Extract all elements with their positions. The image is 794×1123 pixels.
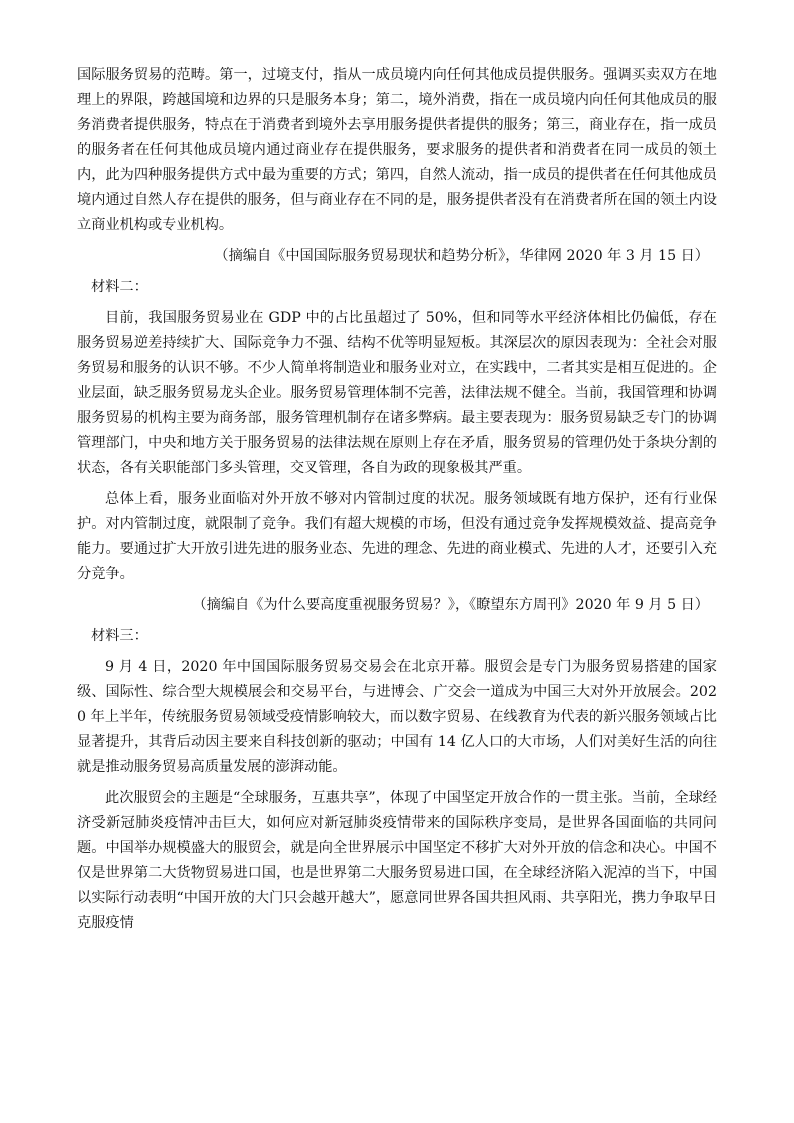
source-citation-2: （摘编自《为什么要高度重视服务贸易？》，《瞭望东方周刊》2020 年 9 月 5 日）	[192, 597, 709, 613]
paragraph-overall: 总体上看，服务业面临对外开放不够对内管制过度的状况。服务领域既有地方保护，还有行业保护。对内管制过度，就限制了竞争。我们有超大规模的市场，但没有通过竞争发挥规模效益、提高竞争能力。要通过扩大开放引进先进的服务业态、先进的理念、先进的商业模式、先进的人才，还要引入充分竞争。	[77, 491, 717, 582]
paragraph-current-status: 目前，我国服务贸易业在 GDP 中的占比虽超过了 50%，但和同等水平经济体相比仍偏低，存在服务贸易逆差持续扩大、国际竞争力不强、结构不优等明显短板。其深层次的原因表现为：全社会对服务贸易和服务的认识不够。不少人简单将制造业和服务业对立，在实践中，二者其实是相互促进的。企业层面，缺乏服务贸易龙头企业。服务贸易管理体制不完善，法律法规不健全。当前，我国管理和协调服务贸易的机构主要为商务部，服务管理机制存在诸多弊病。最主要表现为：服务贸易缺乏专门的协调管理部门，中央和地方关于服务贸易的法律法规在原则上存在矛盾，服务贸易的管理仍处于条块分割的状态，各有关职能部门多头管理，交叉管理，各自为政的现象极其严重。	[77, 310, 717, 476]
paragraph-service-modes: 国际服务贸易的范畴。第一，过境支付，指从一成员境内向任何其他成员提供服务。强调买卖双方在地理上的界限，跨越国境和边界的只是服务本身；第二，境外消费，指在一成员境内向任何其他成员的服务消费者提供服务，特点在于消费者到境外去享用服务提供者提供的服务；第三，商业存在，指一成员的服务者在任何其他成员境内通过商业存在提供服务，要求服务的提供者和消费者在同一成员的领土内，此为四种服务提供方式中最为重要的方式；第四，自然人流动，指一成员的提供者在任何其他成员境内通过自然人存在提供的服务，但与商业存在不同的是，服务提供者没有在消费者所在国的领土内设立商业机构或专业机构。	[77, 67, 717, 233]
material-label-3: 材料三：	[91, 628, 148, 644]
paragraph-trade-fair: 9 月 4 日，2020 年中国国际服务贸易交易会在北京开幕。服贸会是专门为服务贸易搭建的国家级、国际性、综合型大规模展会和交易平台，与进博会、广交会一道成为中国三大对外开放展会。2020 年上半年，传统服务贸易领域受疫情影响较大，而以数字贸易、在线教育为代表的新兴服务领域占比显著提升，其背后动因主要来自科技创新的驱动；中国有 14 亿人口的大市场，人们对美好生活的向往就是推动服务贸易高质量发展的澎湃动能。	[77, 659, 717, 775]
material-label-2: 材料二：	[91, 279, 148, 295]
document-page	[77, 63, 717, 936]
source-citation-1: （摘编自《中国国际服务贸易现状和趋势分析》，华律网 2020 年 3 月 15 日）	[214, 248, 709, 264]
paragraph-theme: 此次服贸会的主题是“全球服务，互惠共享”，体现了中国坚定开放合作的一贯主张。当前，全球经济受新冠肺炎疫情冲击巨大，如何应对新冠肺炎疫情带来的国际秩序变局，是世界各国面临的共同问题。中国举办规模盛大的服贸会，就是向全世界展示中国坚定不移扩大对外开放的信念和决心。中国不仅是世界第二大货物贸易进口国，也是世界第二大服务贸易进口国，在全球经济陷入泥淖的当下，中国以实际行动表明“中国开放的大门只会越开越大”，愿意同世界各国共担风雨、共享阳光，携力争取早日克服疫情	[77, 790, 717, 931]
